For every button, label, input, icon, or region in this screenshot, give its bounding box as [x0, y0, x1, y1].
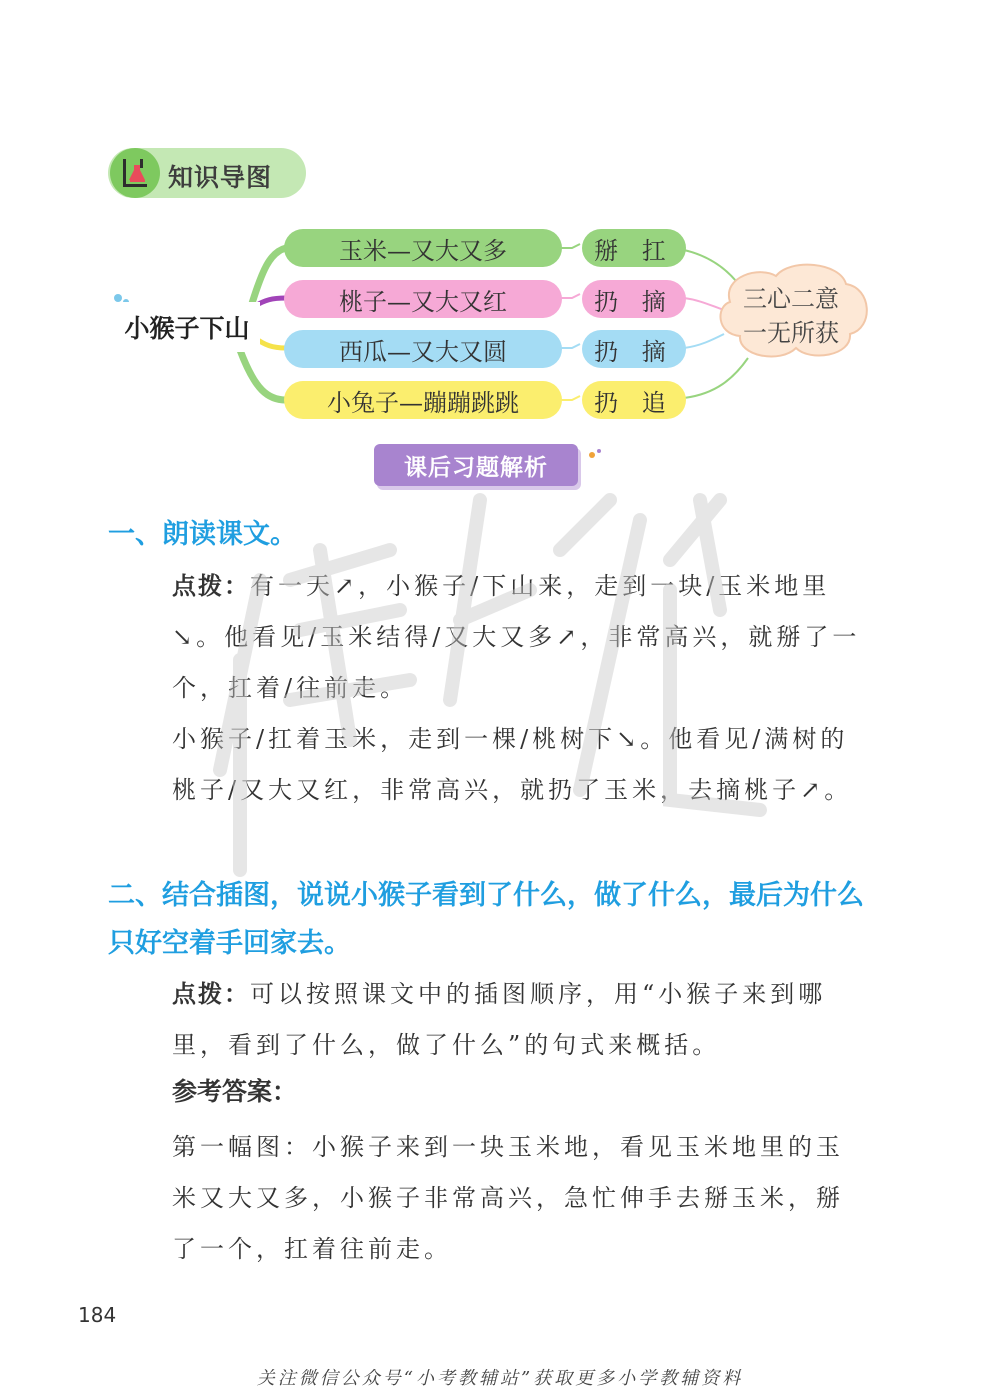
answer-label: 参考答案：: [172, 1077, 298, 1106]
verb-peach: 扔 摘: [582, 280, 686, 318]
mind-map-root: 小猴子下山: [114, 302, 260, 352]
question-2-heading: 二、结合插图，说说小猴子看到了什么，做了什么，最后为什么只好空着手回家去。: [108, 880, 864, 959]
verb-watermelon: 扔 摘: [582, 330, 686, 368]
answer-text: 第一幅图：小猴子来到一块玉米地，看见玉米地里的玉米又大又多，小猴子非常高兴，急忙伸手去掰玉米，掰了一个，扛着往前走。: [172, 1133, 844, 1263]
verb-corn: 掰 扛: [582, 229, 686, 267]
tip-label: 点拨：: [172, 572, 250, 600]
exercise-banner: 课后习题解析: [374, 444, 578, 486]
sparkle-icon: [584, 446, 604, 462]
verb-rabbit: 扔 追: [582, 381, 686, 419]
question-1-heading: 一、朗读课文。: [108, 519, 297, 550]
conclusion-text: [720, 282, 862, 350]
flask-icon: [110, 148, 160, 198]
conclusion-line-2: 一无所获: [743, 319, 839, 347]
question-2-tip: [172, 969, 862, 1071]
page-number: 184: [78, 1303, 117, 1327]
footer-note: 关注微信公众号“小考教辅站”获取更多小学教辅资料: [256, 1368, 744, 1389]
tip-text: 有一天↗，小猴子/下山来，走到一块/玉米地里↘。他看见/玉米结得/又大又多↗，非常高兴，就掰了一个，扛着/往前走。: [172, 572, 861, 702]
branch-corn: 玉米—又大又多: [284, 229, 562, 267]
question-1-tip: [172, 561, 862, 714]
branch-watermelon: 西瓜—又大又圆: [284, 330, 562, 368]
section-title: 知识导图: [168, 163, 273, 192]
branch-peach: 桃子—又大又红: [284, 280, 562, 318]
branch-rabbit: 小兔子—蹦蹦跳跳: [284, 381, 562, 419]
conclusion-line-1: 三心二意: [743, 285, 839, 313]
question-1-paragraph-2: 小猴子/扛着玉米，走到一棵/桃树下↘。他看见/满树的桃子/又大又红，非常高兴，就扔了玉米，去摘桃子↗。: [172, 725, 853, 804]
tip-label: 点拨：: [172, 980, 250, 1008]
tip-text: 可以按照课文中的插图顺序，用“小猴子来到哪里，看到了什么，做了什么”的句式来概括。: [172, 980, 827, 1059]
